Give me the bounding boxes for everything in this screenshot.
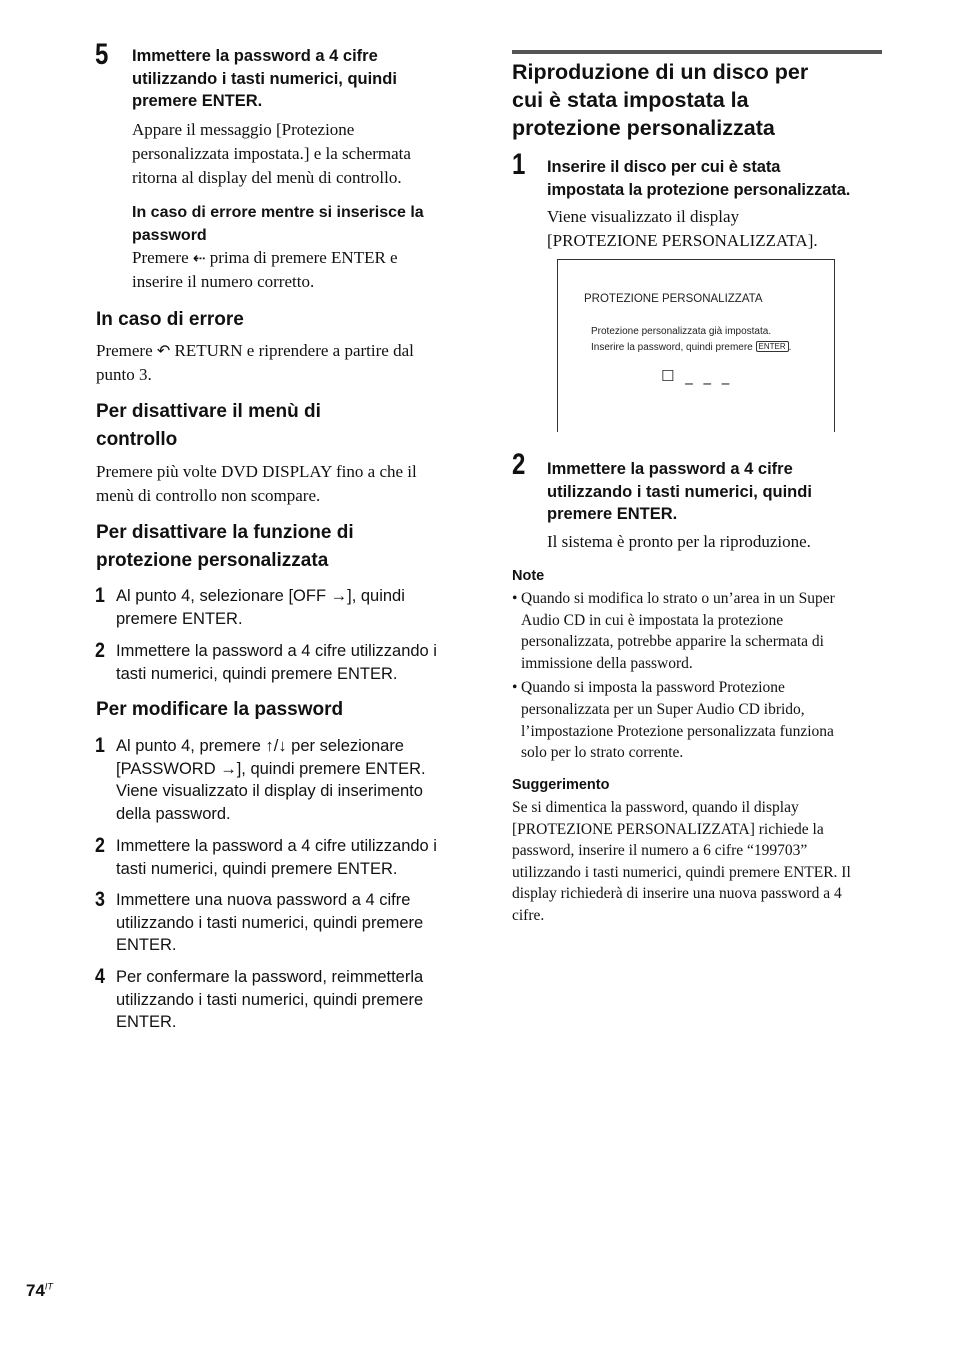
tip-line: utilizzando i tasti numerici, quindi premere ENTER. Il xyxy=(512,863,851,881)
body-line: Appare il messaggio [Protezione xyxy=(132,120,355,139)
osd-message xyxy=(591,324,831,355)
heading-line: Immettere la password a 4 cifre xyxy=(547,460,793,478)
osd-screen xyxy=(557,259,835,432)
section-heading xyxy=(96,398,321,454)
step-line: Al punto 4, premere ↑/↓ per selezionare xyxy=(116,737,404,755)
body-line: menù di controllo non scompare. xyxy=(96,486,321,505)
step-number: 2 xyxy=(512,448,526,481)
text: Premere xyxy=(132,248,189,267)
note-line: Audio CD in cui è impostata la protezione xyxy=(521,611,784,629)
osd-line: Protezione personalizzata già impostata. xyxy=(591,326,772,337)
body-line: inserire il numero corretto. xyxy=(132,272,315,291)
error-body xyxy=(132,246,472,294)
page-suffix: IT xyxy=(44,1281,53,1292)
heading-line: utilizzando i tasti numerici, quindi xyxy=(132,69,397,88)
heading-line: impostata la protezione personalizzata. xyxy=(547,180,851,199)
step-text xyxy=(116,640,476,685)
note-list xyxy=(512,588,892,764)
text: prima di premere ENTER e xyxy=(209,248,398,267)
step-number: 1 xyxy=(95,584,105,607)
step-5-body xyxy=(132,118,472,190)
heading-line: premere ENTER. xyxy=(132,92,263,110)
heading-line: Inserire il disco per cui è stata xyxy=(547,158,781,176)
note-item xyxy=(512,677,892,763)
step-line: ENTER. xyxy=(116,1013,177,1031)
step-line: [PASSWORD →], quindi premere ENTER. xyxy=(116,759,426,778)
page-number xyxy=(26,1281,53,1301)
step-number: 5 xyxy=(95,38,109,71)
title-line: protezione personalizzata xyxy=(512,116,775,140)
step-2-heading xyxy=(547,458,897,526)
body-line xyxy=(132,246,472,270)
step-line: Viene visualizzato il display di inserimento xyxy=(116,782,423,800)
bullet-icon: • xyxy=(512,679,518,697)
text: RETURN e riprendere a partire dal xyxy=(174,341,414,360)
tip-line: [PROTEZIONE PERSONALIZZATA] richiede la xyxy=(512,820,824,838)
step-line: Immettere una nuova password a 4 cifre xyxy=(116,891,411,909)
tip-body xyxy=(512,797,892,927)
tip-heading: Suggerimento xyxy=(512,777,610,793)
section-heading xyxy=(96,519,354,575)
tip-line: display richiederà di inserire una nuova password a 4 xyxy=(512,885,842,903)
step-line: Al punto 4, selezionare [OFF →], quindi xyxy=(116,587,405,605)
back-arrow-icon: ⇠ xyxy=(192,249,206,267)
title-line: Riproduzione di un disco per xyxy=(512,60,809,84)
heading-line: In caso di errore mentre si inserisce la xyxy=(132,204,424,221)
step-line: ENTER. xyxy=(116,936,177,954)
section-body xyxy=(96,460,476,508)
body-line: Viene visualizzato il display xyxy=(547,207,740,226)
step-line: Immettere la password a 4 cifre utilizzando i xyxy=(116,837,437,855)
heading-line: Immettere la password a 4 cifre xyxy=(132,47,378,65)
text: Inserire la password, quindi premere xyxy=(591,341,753,353)
step-text xyxy=(116,889,476,957)
body-line: [PROTEZIONE PERSONALIZZATA]. xyxy=(547,231,818,250)
step-line: tasti numerici, quindi premere ENTER. xyxy=(116,859,398,878)
heading-line: protezione personalizzata xyxy=(96,550,329,571)
body-line: punto 3. xyxy=(96,365,152,384)
return-icon: ↶ xyxy=(156,341,171,360)
heading-line: password xyxy=(132,227,207,244)
body-line: personalizzata impostata.] e la schermata xyxy=(132,144,411,163)
section-title xyxy=(512,58,892,142)
step-line: utilizzando i tasti numerici, quindi premere xyxy=(116,990,424,1009)
step-1-body xyxy=(547,205,897,253)
step-number: 1 xyxy=(95,734,105,757)
note-line: Quando si imposta la password Protezione xyxy=(521,679,785,697)
note-line: personalizzata per un Super Audio CD ibrido, xyxy=(521,700,805,718)
step-line: tasti numerici, quindi premere ENTER. xyxy=(116,664,398,683)
step-number: 4 xyxy=(95,965,105,988)
section-heading: In caso di errore xyxy=(96,309,244,330)
step-line: Per confermare la password, reimmetterla xyxy=(116,968,424,986)
body-line xyxy=(96,339,476,363)
note-item xyxy=(512,588,892,674)
step-1-heading xyxy=(547,156,897,201)
tip-line: Se si dimentica la password, quando il display xyxy=(512,799,799,816)
heading-line: Per disattivare la funzione di xyxy=(96,522,354,543)
note-line: solo per lo strato corrente. xyxy=(521,744,684,762)
step-text xyxy=(116,585,476,630)
page-number-value: 74 xyxy=(26,1281,45,1300)
error-subheading xyxy=(132,201,472,247)
note-line: personalizzata, potrebbe apparire la schermata di xyxy=(521,633,824,651)
step-text xyxy=(116,835,476,880)
osd-title: PROTEZIONE PERSONALIZZATA xyxy=(584,293,763,305)
enter-key-icon: ENTER xyxy=(756,341,789,352)
step-line: della password. xyxy=(116,804,231,823)
note-line: l’impostazione Protezione personalizzata funziona xyxy=(521,722,834,740)
step-5-heading xyxy=(132,45,472,113)
step-number: 3 xyxy=(95,888,105,911)
text: . xyxy=(788,341,792,353)
note-line: Quando si modifica lo strato o un’area in un Super xyxy=(521,590,835,607)
body-line: Premere più volte DVD DISPLAY fino a che il xyxy=(96,462,417,481)
step-line: utilizzando i tasti numerici, quindi premere xyxy=(116,913,424,932)
note-line: immissione della password. xyxy=(521,654,693,672)
step-text xyxy=(116,735,476,825)
section-rule xyxy=(512,50,882,54)
section-body xyxy=(96,339,476,387)
step-line: premere ENTER. xyxy=(116,609,243,628)
step-number: 2 xyxy=(95,834,105,857)
heading-line: controllo xyxy=(96,429,178,450)
step-line: Immettere la password a 4 cifre utilizzando i xyxy=(116,642,437,660)
step-number: 2 xyxy=(95,639,105,662)
section-heading: Per modificare la password xyxy=(96,699,344,720)
step-2-body: Il sistema è pronto per la riproduzione. xyxy=(547,532,811,551)
tip-line: password, inserire il numero a 6 cifre “199703” xyxy=(512,842,808,860)
tip-line: cifre. xyxy=(512,906,545,924)
bullet-icon: • xyxy=(512,590,518,607)
step-number: 1 xyxy=(512,148,526,181)
note-heading: Note xyxy=(512,568,545,584)
heading-line: premere ENTER. xyxy=(547,505,678,523)
heading-line: utilizzando i tasti numerici, quindi xyxy=(547,482,812,501)
title-line: cui è stata impostata la xyxy=(512,88,749,112)
heading-line: Per disattivare il menù di xyxy=(96,401,321,422)
step-text xyxy=(116,966,476,1034)
body-line: ritorna al display del menù di controllo. xyxy=(132,168,402,187)
text: Premere xyxy=(96,341,153,360)
password-input-field: ☐ _ _ _ xyxy=(661,367,733,385)
osd-line xyxy=(591,340,831,356)
